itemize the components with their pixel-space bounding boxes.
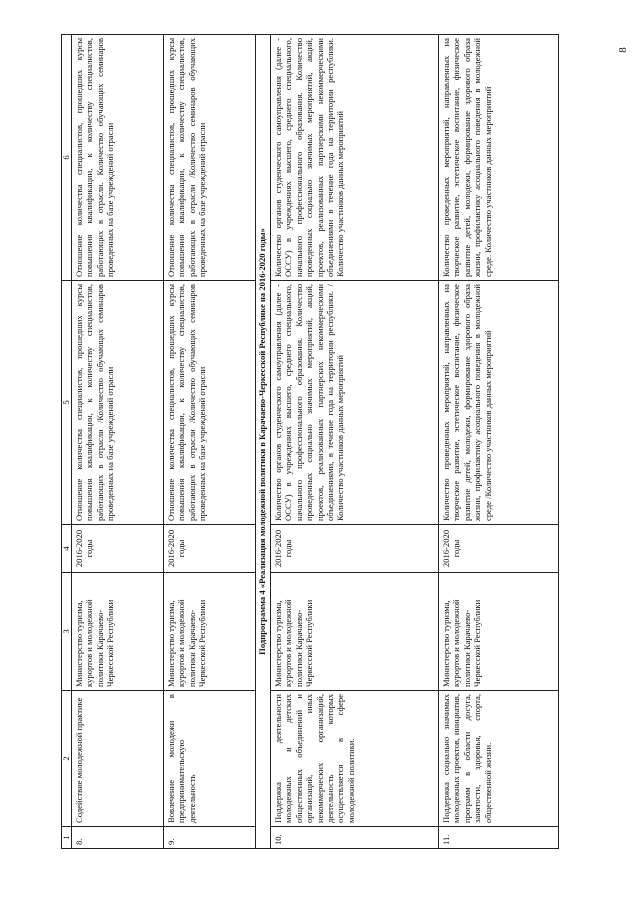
header-col-5: 5	[62, 281, 72, 525]
header-col-3: 3	[62, 573, 72, 691]
table-row	[72, 35, 164, 849]
row-executor: Министерство туризма, курортов и молодежной политики Карачаево-Черкесской Республики	[164, 573, 256, 691]
subprogram-row	[256, 35, 271, 849]
row-result: Отношение количества специалистов, прошедших курсы повышения квалификации, к количеству специалистов, работающих в отрасли /Количество семинаров обучающих проведенных на базе учреждений отрасли	[164, 35, 256, 281]
row-number: 11.	[439, 827, 559, 849]
row-number: 10.	[271, 827, 439, 849]
table-row	[271, 35, 439, 849]
row-measure: Содействие молодежной практике	[72, 691, 164, 827]
header-col-4: 4	[62, 525, 72, 573]
table-row	[164, 35, 256, 849]
row-measure: Поддержка социально значимых молодежных проектов, инициатив, программ в области досуга, занятости, здоровья, спорта, общественной жизни.	[439, 691, 559, 827]
header-col-1: 1	[62, 827, 72, 849]
row-executor: Министерство туризма, курортов и молодежной политики Карачаево-Черкесской Республики	[271, 573, 439, 691]
row-result: Количество проведенных мероприятий, направленных на творческое развитие, эстетическое воспитание, физическое развитие детей, молодежи, формирование здорового образа жизни, профилактику асоциального поведения в молодежной среде. Количество участников данных мероприятий	[439, 35, 559, 281]
table-row	[439, 35, 559, 849]
row-executor: Министерство туризма, курортов и молодежной политики Карачаево-Черкесской Республики	[439, 573, 559, 691]
row-indicator: Количество проведенных мероприятий, направленных на творческое развитие, эстетическое воспитание, физическое развитие детей, молодежи, формирование здорового образа жизни, профилактику асоциального поведения в молодежной среде /Количество участников данных мероприятий	[439, 281, 559, 525]
row-period: 2016-2020 годы	[164, 525, 256, 573]
row-executor: Министерство туризма, курортов и молодежной политики Карачаево-Черкесской Республики	[72, 573, 164, 691]
row-period: 2016-2020 годы	[439, 525, 559, 573]
row-result: Количество органов студенческого самоуправления (далее - ОССУ) в учреждениях высшего, среднего специального, начального профессионального образования. Количество проведенных социально значимых мероприятий, акций, проектов, реализованных партнерскими некоммерческими объединениями в течение года на территории республики. Количество участников данных мероприятий	[271, 35, 439, 281]
subprogram-title: Подпрограмма 4 «Реализация молодежной политики в Карачаево-Черкесской Республике на 2016-2020 годы»	[256, 35, 271, 849]
program-table	[61, 34, 559, 849]
row-number: 9.	[164, 827, 256, 849]
row-measure: Поддержка деятельности молодежных и детских общественных объединений и организаций, иных некоммерческих организаций, деятельность которых осуществляется в сфере молодежной политики.	[271, 691, 439, 827]
row-indicator: Отношение количества специалистов, прошедших курсы повышения квалификации, к количеству специалистов, работающих в отрасли /Количество обучающих семинаров проведенных на базе учреждений отрасли	[164, 281, 256, 525]
row-result: Отношение количества специалистов, прошедших курсы повышения квалификации, к количеству специалистов, работающих в отрасли. Количество обучающих семинаров проведенных на базе учреждений отрасли	[72, 35, 164, 281]
header-col-2: 2	[62, 691, 72, 827]
row-period: 2016-2020 годы	[72, 525, 164, 573]
row-measure: Вовлечение молодежи в предпринимательскую деятельность	[164, 691, 256, 827]
rotated-table-wrapper	[61, 35, 607, 849]
page-number: 8	[616, 47, 629, 53]
header-row	[62, 35, 72, 849]
header-col-6: 6	[62, 35, 72, 281]
row-indicator: Количество органов студенческого самоуправления (далее - ОССУ) в учреждениях высшего, среднего специального, начального профессионального образования. Количество проведенных социально значимых мероприятий, акций, проектов, реализованных партнерских некоммерческими объединениями, в течение года на территории республики. / Количество участников данных мероприятий	[271, 281, 439, 525]
row-indicator: Отношение количества специалистов, прошедших курсы повышения квалификации, к количеству специалистов, работающих в отрасли /Количество обучающих семинаров проведенных на базе учреждений отрасли	[72, 281, 164, 525]
row-period: 2016-2020 годы	[271, 525, 439, 573]
row-number: 8.	[72, 827, 164, 849]
